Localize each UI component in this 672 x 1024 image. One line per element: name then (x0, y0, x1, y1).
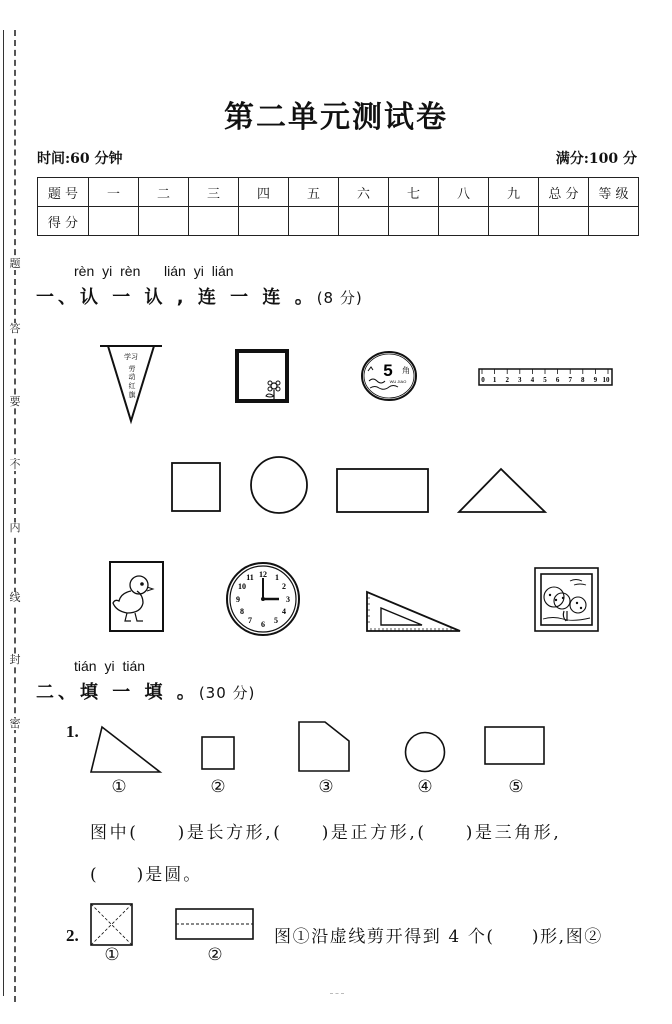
coin-icon (360, 351, 418, 401)
table-row-scores (38, 207, 639, 236)
score-input-cell[interactable] (439, 207, 489, 236)
table-cell: 二 (139, 178, 189, 207)
svg-text:4: 4 (530, 376, 535, 384)
binding-char: 题 (6, 258, 24, 270)
score-input-cell[interactable] (289, 207, 339, 236)
binding-char: 密 (6, 718, 24, 730)
svg-text:10: 10 (602, 376, 610, 384)
score-input-cell[interactable] (339, 207, 389, 236)
svg-text:1: 1 (492, 376, 497, 384)
q1-shape-3-pentagon (298, 721, 351, 773)
q1-label-1: ① (111, 777, 127, 797)
svg-text:10: 10 (238, 582, 246, 591)
svg-text:红: 红 (128, 382, 136, 390)
svg-text:动: 动 (128, 373, 136, 381)
table-cell: 八 (439, 178, 489, 207)
svg-text:5: 5 (383, 361, 393, 380)
binding-border-line (3, 30, 4, 996)
q2-shape-2-rectangle-dashed (175, 908, 255, 941)
score-input-cell[interactable] (189, 207, 239, 236)
svg-text:1: 1 (275, 573, 279, 582)
ruler-icon (478, 368, 613, 386)
table-cell: 七 (389, 178, 439, 207)
binding-char: 内 (6, 522, 24, 534)
svg-text:2: 2 (282, 582, 286, 591)
svg-text:7: 7 (248, 616, 252, 625)
svg-text:9: 9 (593, 376, 598, 384)
table-cell: 四 (239, 178, 289, 207)
q1-label-4: ④ (417, 777, 433, 797)
svg-text:劳: 劳 (128, 365, 136, 373)
question-number: 2. (66, 926, 79, 945)
q1-fill-text-line1[interactable]: 图中( )是长方形,( )是正方形,( )是三角形, (90, 823, 562, 843)
svg-text:9: 9 (236, 595, 240, 604)
page-footer-mark (330, 993, 344, 994)
svg-text:7: 7 (568, 376, 572, 384)
exam-time: 时间:60 分钟 (37, 151, 123, 167)
q2-label-1: ① (104, 945, 120, 965)
q2-fill-text[interactable]: 图①沿虚线剪开得到 4 个( )形,图② (274, 927, 603, 947)
svg-text:2: 2 (505, 376, 509, 384)
q1-label-2: ② (210, 777, 226, 797)
score-input-cell[interactable] (239, 207, 289, 236)
svg-text:6: 6 (261, 620, 265, 629)
score-input-cell[interactable] (489, 207, 539, 236)
binding-char: 不 (6, 459, 24, 471)
table-cell: 一 (89, 178, 139, 207)
table-cell: 总 分 (539, 178, 589, 207)
score-input-cell[interactable] (589, 207, 639, 236)
svg-text:8: 8 (240, 607, 244, 616)
q1-shape-5-rectangle (484, 726, 546, 766)
svg-text:4: 4 (282, 607, 286, 616)
svg-text:3: 3 (518, 376, 522, 384)
clock-icon (225, 561, 301, 637)
binding-char: 封 (6, 654, 24, 666)
table-cell: 题 号 (38, 178, 89, 207)
triangle-shape[interactable] (457, 467, 549, 514)
duck-card-icon (109, 561, 165, 633)
q1-shape-4-circle (404, 731, 446, 773)
landscape-painting-icon (534, 567, 600, 633)
svg-text:3: 3 (286, 595, 290, 604)
svg-text:学习: 学习 (124, 353, 138, 361)
table-row-header (38, 178, 639, 207)
table-cell: 得 分 (38, 207, 89, 236)
svg-text:8: 8 (581, 376, 585, 384)
svg-text:6: 6 (555, 376, 560, 384)
score-input-cell[interactable] (389, 207, 439, 236)
binding-dashed-line (14, 30, 16, 1002)
table-cell: 三 (189, 178, 239, 207)
q1-label-3: ③ (318, 777, 334, 797)
section1-pinyin: rèn yi rèn lián yi lián (74, 263, 234, 279)
question-number: 1. (66, 722, 79, 741)
q1-shape-1-triangle (90, 725, 162, 775)
svg-text:5: 5 (274, 616, 278, 625)
score-input-cell[interactable] (89, 207, 139, 236)
binding-char: 线 (6, 592, 24, 604)
table-cell: 九 (489, 178, 539, 207)
table-cell: 五 (289, 178, 339, 207)
svg-text:角: 角 (402, 366, 410, 375)
page-title: 第二单元测试卷 (224, 100, 448, 135)
score-table (37, 177, 639, 236)
svg-text:5: 5 (543, 376, 547, 384)
square-shape[interactable] (170, 461, 222, 513)
q2-shape-1-square-diagonals (90, 903, 134, 947)
table-cell: 等 级 (589, 178, 639, 207)
pennant-icon (100, 345, 162, 423)
q1-label-5: ⑤ (508, 777, 524, 797)
svg-text:0: 0 (481, 376, 485, 384)
score-input-cell[interactable] (139, 207, 189, 236)
q1-fill-text-line2[interactable]: ( )是圆。 (90, 865, 203, 885)
q2-label-2: ② (207, 945, 223, 965)
circle-shape[interactable] (249, 455, 309, 515)
section1-heading: 一、认 一 认 , 连 一 连 。(8 分) (36, 287, 363, 308)
svg-text:11: 11 (246, 573, 254, 582)
svg-text:12: 12 (259, 570, 267, 579)
svg-text:旗: 旗 (128, 391, 136, 399)
binding-char: 要 (6, 396, 24, 408)
set-square-icon (365, 590, 463, 634)
table-cell: 六 (339, 178, 389, 207)
rectangle-shape[interactable] (336, 468, 430, 514)
section2-heading: 二、填 一 填 。(30 分) (36, 682, 256, 703)
picture-frame-icon (235, 349, 289, 403)
full-score: 满分:100 分 (555, 151, 637, 167)
binding-char: 答 (6, 323, 24, 335)
q1-shape-2-square (201, 736, 236, 771)
score-input-cell[interactable] (539, 207, 589, 236)
section2-pinyin: tián yi tián (74, 658, 146, 674)
svg-text:WU JIAO: WU JIAO (389, 379, 407, 384)
